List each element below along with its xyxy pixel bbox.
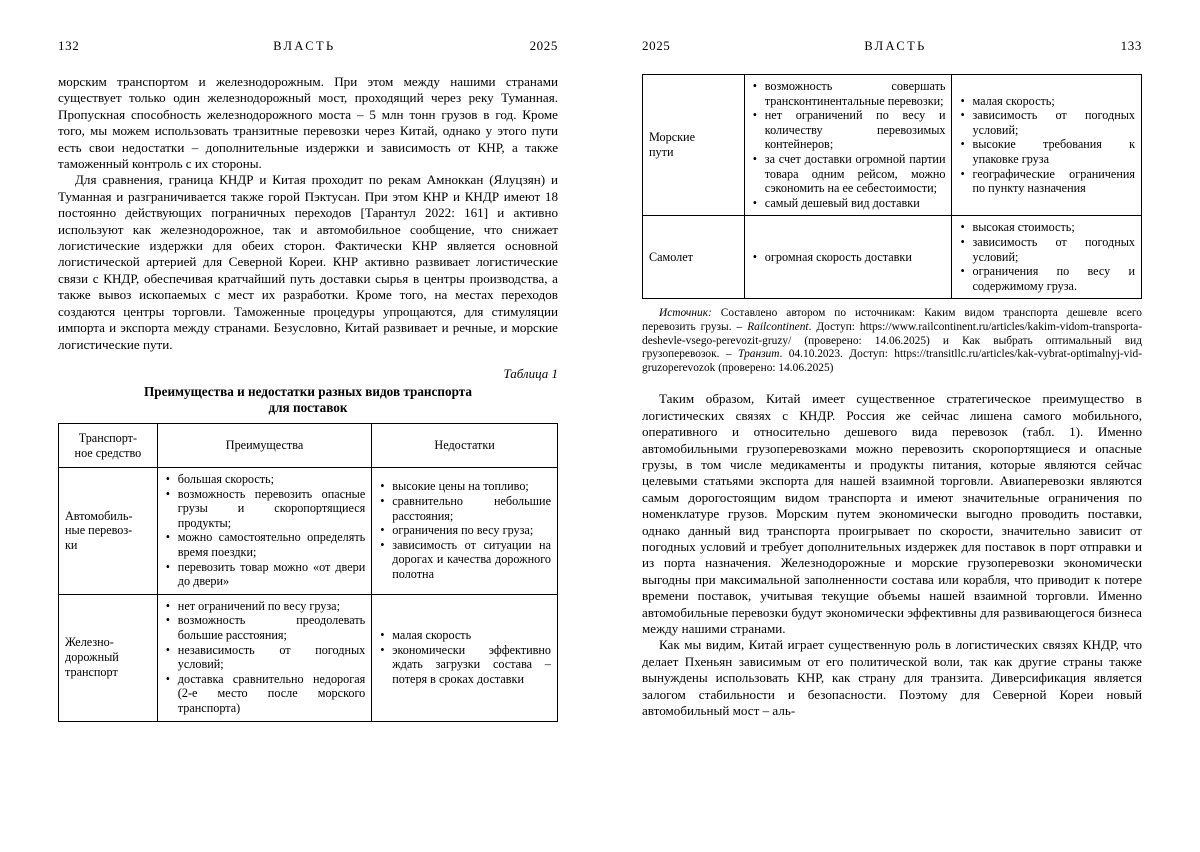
list-item: • зависимость от ситуации на дорогах и качества дорожного полотна [378,538,551,582]
right-page [600,0,1200,852]
paragraph: Для сравнения, граница КНДР и Китая проходит по рекам Амноккан (Ялуцзян) и Туманная и разграничивается также горой Пэктусан. При этом КНР и КНДР имеют 18 постоянно действующих пограничных переходов [Тарантул 2022: 161] и активно используют как железнодорожное, так и автомобильное сообщение, что снижает логистические издержки для обеих сторон. Фактически КНР является основной логистической артерией для Северной Кореи. КНР активно развивает логистические связи с КНДР, обеспечивая кратчайший путь доставки сырья в центры производства, а также вывоз ископаемых с мест их разработки. Кроме того, на местах переходов создаются центры торговли. Таможенные процедуры упрощаются, для стимуляции импорта и экспорта между странами. Безусловно, Китай развивает и речные, и морские логистические пути. [58,172,558,352]
table-row [59,468,558,595]
right-journal-name: ВЛАСТЬ [864,39,927,53]
source-text-2: . Доступ: https://www.railcontinent.ru/articles/kakim-vidom-transporta-deshevle-vsego-perevozit-gruzy/ (проверено: 14.06.2025) и Как выбрать оптимальный вид грузоперевозок. – [642,320,1142,361]
table-header-row [59,423,558,467]
list-item: • доставка сравнительно недорогая (2-е место после морского транспорта) [164,672,365,716]
row-cons-sea [952,75,1142,216]
source-italic-1: Railcontinent [747,320,809,333]
left-year: 2025 [529,38,558,53]
list-item: • можно самостоятельно определять время поездки; [164,530,365,559]
transport-comparison-table [58,423,558,722]
right-year: 2025 [642,38,671,53]
row-label-sea-line2: пути [649,144,674,159]
row-label-road-line2: ные перевоз- [65,523,133,538]
list-item: • возможность совершать трансконтинентальные перевозки; [751,79,946,108]
table-title [58,384,558,416]
row-label-rail [59,594,158,721]
list-item: • за счет доставки огромной партии товара одним рейсом, можно сэкономить на ее себестоимости; [751,152,946,196]
list-item: • высокая стоимость; [958,220,1135,235]
row-label-rail-line2: дорожный [65,649,119,664]
table-row [643,75,1142,216]
left-journal-name: ВЛАСТЬ [273,39,336,53]
table-number: Таблица 1 [503,365,558,381]
row-cons-rail [372,594,558,721]
row-pros-rail [157,594,371,721]
row-label-sea [643,75,745,216]
row-label-rail-line1: Железно- [65,635,114,650]
row-pros-road [157,468,371,595]
row-label-road-line1: Автомобиль- [65,508,133,523]
list-item: • экономически эффективно ждать загрузки состава – потеря в сроках доставки [378,643,551,687]
row-label-air: Самолет [643,216,745,299]
paragraph: Таким образом, Китай имеет существенное стратегическое преимущество в логистических связях с КНДР. Россия же сейчас лишена самого мобильного, оперативного и относительно дешевого вида перевозок (табл. 1). Именно автомобильными грузоперевозками можно перевозить скоропортящиеся и опасные грузы, в том числе медикаменты и продукты питания, которые являются сейчас целевыми статьями экспорта для нашей взаимной торговли. Авиаперевозки являются самым дорогостоящим видом транспорта и имеют значительные ограничения по номенклатуре грузов. Морским путем экономически выгодно проводить поставки, однако данный вид транспорта проигрывает по скорости, значительно зависит от погодных условий и требует дополнительных издержек для поставок в порт отправки и из порта назначения. Железнодорожные и морские грузоперевозки экономически выгодны при максимальной заполненности состава или корабля, что приводит к потере времени поставок, учитывая текущие объемы нашей взаимной торговли. Именно автомобильные перевозки будут экономически эффективны для развивающегося бизнеса между нашими странами. [642,391,1142,636]
pros-list [751,250,946,265]
source-text-1: Составлено автором по источникам: Каким видом транспорта дешевле всего перевозить грузы. – [642,307,1142,333]
source-italic-2: Транзит [738,348,780,361]
row-label-rail-line3: транспорт [65,664,118,679]
list-item: • сравнительно небольшие расстояния; [378,494,551,523]
list-item: • самый дешевый вид доставки [751,196,946,211]
table-title-line-1: Преимущества и недостатки разных видов транспорта [144,383,472,399]
row-pros-sea [744,75,952,216]
list-item: • географические ограничения по пункту назначения [958,167,1135,196]
row-cons-road [372,468,558,595]
list-item: • малая скорость [378,628,551,643]
cons-list [958,220,1135,293]
transport-comparison-table-continued [642,74,1142,299]
list-item: • высокие цены на топливо; [378,479,551,494]
row-label-road [59,468,158,595]
pros-list [164,472,365,589]
left-running-head [58,38,558,54]
list-item: • нет ограничений по весу и количеству перевозимых контейнеров; [751,108,946,152]
list-item: • большая скорость; [164,472,365,487]
cons-list [958,94,1135,196]
left-body-text [58,74,558,353]
table-row [59,594,558,721]
row-pros-air [744,216,952,299]
paragraph: Как мы видим, Китай играет существенную роль в логистических связях КНДР, что делает Пхеньян зависимым от его политической воли, так как другие страны также вынуждены использовать КНР, как страну для транзита. Диверсификация является залогом стабильности и безопасности. Поэтому для Северной Кореи новый автомобильный мост – аль- [642,637,1142,718]
right-body-text [642,391,1142,719]
table-title-line-2: для поставок [268,399,348,415]
table-source-note [642,307,1142,375]
row-label-road-line3: ки [65,537,78,552]
right-running-head [642,38,1142,54]
list-item: • зависимость от погодных условий; [958,108,1135,137]
list-item: • высокие требования к упаковке груза [958,137,1135,166]
list-item: • ограничения по весу груза; [378,523,551,538]
column-header-cons: Недостатки [372,423,558,467]
list-item: • огромная скорость доставки [751,250,946,265]
list-item: • возможность преодолевать большие расстояния; [164,613,365,642]
paragraph: морским транспортом и железнодорожным. При этом между нашими странами существует только один железнодорожный мост, проходящий через реку Туманная. Пропускная способность железнодорожного моста – 5 млн тонн грузов в год. Кроме того, мы можем использовать транзитные перевозки через Китай, однако у этого пути есть свои недостатки – дополнительные издержки и зависимость от КНР, а также таможенный контроль с их стороны. [58,74,558,172]
list-item: • ограничения по весу и содержимому груза. [958,264,1135,293]
pros-list [164,599,365,716]
column-header-mode [59,423,158,467]
source-text-3: . 04.10.2023. Доступ: https://transitllc.ru/articles/kak-vybrat-optimalnyj-vid-gruzoperevozok (проверено: 14.06.2025) [642,348,1142,374]
list-item: • зависимость от погодных условий; [958,235,1135,264]
cons-list [378,479,551,581]
list-item: • возможность перевозить опасные грузы и скоропортящиеся продукты; [164,487,365,531]
cons-list [378,628,551,686]
list-item: • перевозить товар можно «от двери до двери» [164,560,365,589]
list-item: • независимость от погодных условий; [164,643,365,672]
left-folio: 132 [58,38,80,53]
list-item: • нет ограничений по весу груза; [164,599,365,614]
list-item: • малая скорость; [958,94,1135,109]
table-row [643,216,1142,299]
row-label-sea-line1: Морские [649,130,695,145]
spacer [642,375,1142,391]
column-header-mode-line2: ное средство [74,445,142,460]
pros-list [751,79,946,210]
column-header-mode-line1: Транспорт- [78,430,138,445]
right-folio: 133 [1120,38,1142,53]
row-cons-air [952,216,1142,299]
source-label: Источник: [659,307,712,320]
column-header-pros: Преимущества [157,423,371,467]
